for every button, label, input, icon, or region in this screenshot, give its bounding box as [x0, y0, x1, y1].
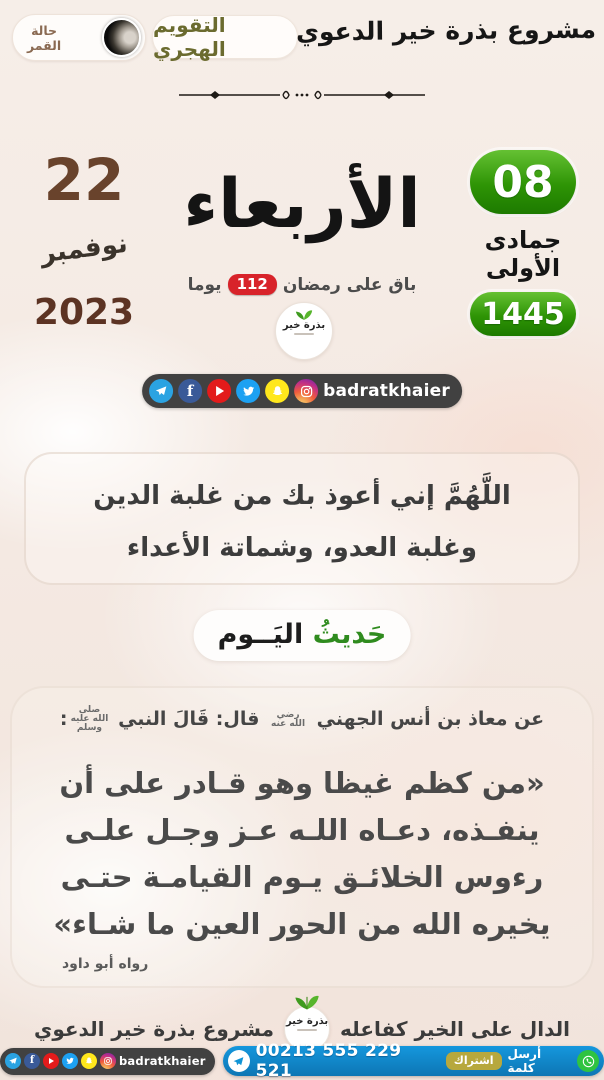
snapchat-icon[interactable] [81, 1053, 97, 1069]
hijri-calendar-pill [152, 15, 298, 59]
subscribe-pill[interactable] [223, 1041, 604, 1080]
snapchat-icon[interactable] [265, 379, 289, 403]
telegram-icon[interactable] [149, 379, 173, 403]
logo-divider-line [297, 1029, 317, 1031]
moon-label-line2: القمر [27, 37, 62, 53]
hadith-title-word-black: اليَــوم [217, 619, 313, 650]
telegram-icon[interactable] [5, 1053, 21, 1069]
twitter-icon[interactable] [62, 1053, 78, 1069]
gregorian-day: 22 [43, 146, 125, 214]
narrator-intro: عن معاذ بن أنس الجهني [316, 708, 545, 730]
footer-slogan: الدال على الخير كفاعله [340, 1017, 570, 1041]
phone-number: 00213 555 229 521 [255, 1041, 402, 1080]
ramadan-countdown [157, 274, 447, 295]
gregorian-year: 2023 [33, 292, 135, 333]
logo-divider-line [294, 333, 314, 335]
radi-allahu-anhu-honorific: رضي الله عنه [271, 709, 306, 729]
youtube-icon[interactable] [43, 1053, 59, 1069]
moon-label-line1: حالة [31, 22, 58, 38]
instagram-icon[interactable] [100, 1053, 116, 1069]
hadith-of-the-day-title [194, 610, 411, 661]
social-handle: badratkhaier [323, 381, 450, 401]
leaf-icon [291, 307, 317, 321]
hadith-body-text [30, 760, 574, 948]
send-word-label: أرسل كلمة [507, 1047, 542, 1075]
ornamental-divider [177, 84, 427, 106]
dua-line-2: وغلبة العدو، وشماتة الأعداء [126, 533, 478, 563]
hadith-title-word-green: حَديثُ [312, 619, 387, 650]
telegram-icon[interactable] [228, 1050, 250, 1072]
dua-text [40, 470, 564, 574]
badratkhaier-logo [275, 302, 333, 360]
moon-phase-icon [102, 18, 141, 57]
whatsapp-icon[interactable] [577, 1050, 599, 1072]
brand-calligraphy: مشروع بذرة خير الدعوي [295, 14, 597, 47]
countdown-suffix: يوما [187, 274, 222, 295]
footer-social-pill[interactable] [0, 1048, 215, 1075]
facebook-icon[interactable]: f [24, 1053, 40, 1069]
logo-text: بذرة خير [285, 1016, 329, 1027]
countdown-prefix: باق على رمضان [282, 274, 417, 295]
leaf-icon [290, 991, 324, 1015]
hadith-narrator-line [0, 706, 604, 733]
countdown-days-badge: 112 [228, 274, 277, 295]
twitter-icon[interactable] [236, 379, 260, 403]
instagram-icon[interactable] [294, 379, 318, 403]
gregorian-month: نوفمبر [38, 228, 130, 270]
dua-line-1: اللَّهُمَّ إني أعوذ بك من غلبة الدين [93, 481, 511, 511]
narrator-colon: : [59, 708, 68, 730]
facebook-icon[interactable]: f [178, 379, 202, 403]
social-handle: badratkhaier [119, 1054, 206, 1068]
narrator-mid: قال: قَالَ النبي [118, 708, 260, 730]
youtube-icon[interactable] [207, 379, 231, 403]
hijri-year-badge: 1445 [470, 292, 576, 336]
hijri-day-badge: 08 [470, 150, 576, 214]
hadith-line: «من كظم غيظا وهو قـادر على أن [59, 766, 545, 800]
hadith-line: ينفـذه، دعـاه اللـه عـز وجـل علـى [64, 813, 540, 847]
moon-phase-label [27, 23, 61, 53]
footer-project-name: مشروع بذرة خير الدعوي [34, 1017, 275, 1041]
hijri-month-name: جمادى الأولى [484, 226, 562, 282]
weekday-name: الأربعاء [183, 165, 421, 244]
footer-contact-bar [0, 1041, 604, 1080]
social-media-bar[interactable] [142, 374, 462, 408]
logo-text: بذرة خير [282, 320, 326, 331]
hadith-line: رءوس الخلائـق يـوم القيامـة حتـى [60, 860, 544, 894]
hadith-source: رواه أبو داود [62, 956, 149, 972]
sallallahu-alayhi-wasallam-honorific: صلى الله عليه وسلم [70, 705, 109, 733]
subscribe-keyword-badge: اشتراك [446, 1052, 502, 1070]
hadith-line: يخيره الله من الحور العين ما شـاء» [53, 907, 551, 941]
moon-phase-pill [12, 14, 146, 61]
hijri-calendar-label: التقويم الهجري [153, 13, 226, 61]
